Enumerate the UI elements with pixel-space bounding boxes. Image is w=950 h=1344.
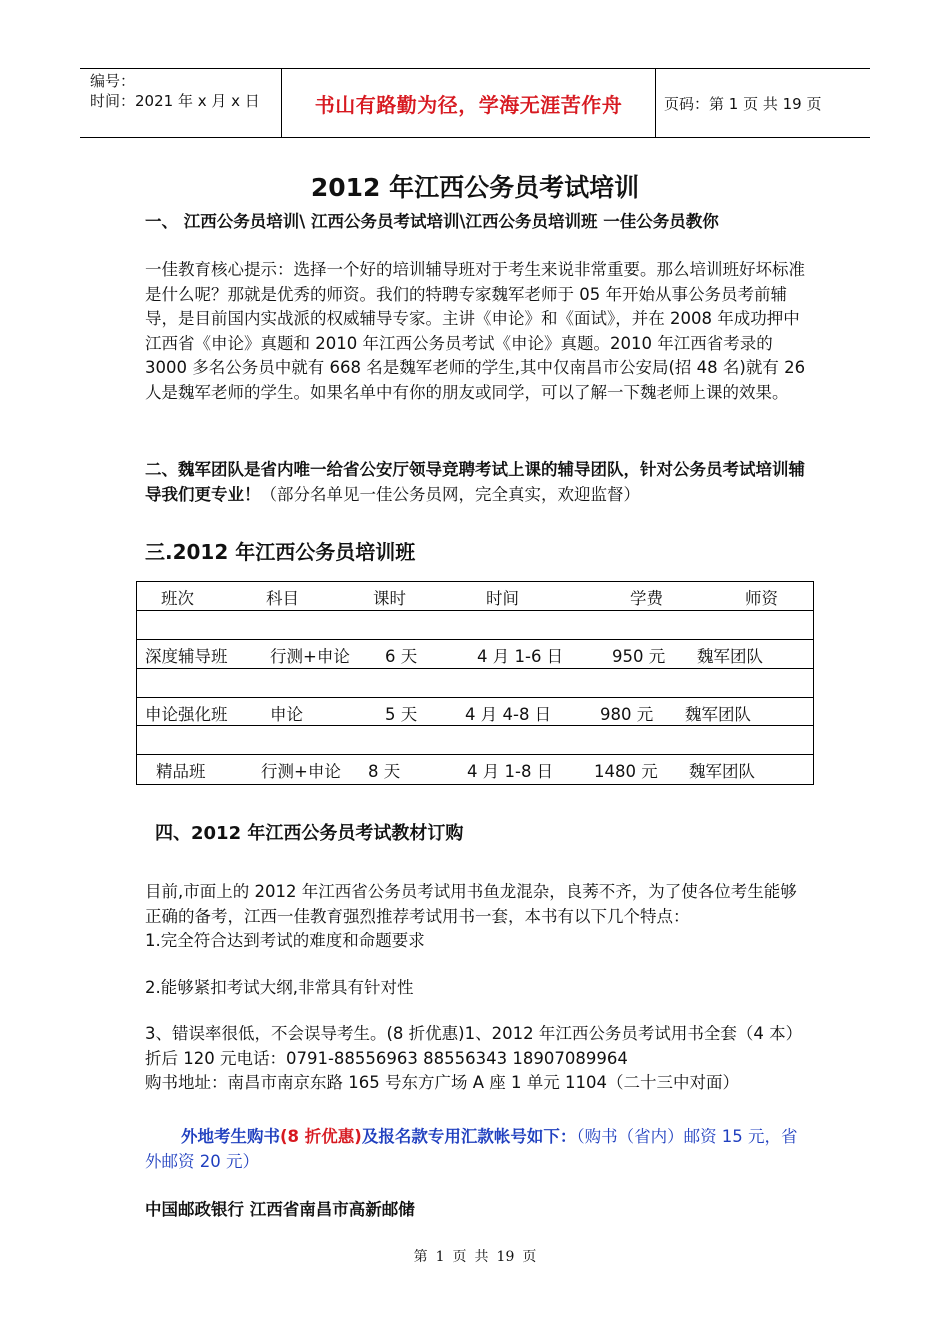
col-header: 时间 xyxy=(486,589,519,608)
header-motto-cell xyxy=(282,69,656,137)
col-header: 科目 xyxy=(266,589,299,608)
remote-part2: 及报名款专用汇款帐号如下： xyxy=(361,1127,577,1146)
section1-body: 一佳教育核心提示：选择一个好的培训辅导班对于考生来说非常重要。那么培训班好坏标准是什么呢？那就是优秀的师资。我们的特聘专家魏军老师于 05 年开始从事公务员考前辅导，是目前国内实战派的权威辅导专家。主讲《申论》和《面试》，并在 2008 年成功押中江西省《申论》真题和 2010 年江西公务员考试《申论》真题。2010 年江西省考录的 3000 多名公务员中就有 668 名是魏军老师的学生,其中仅南昌市公安局(招 48 名)就有 26 人是魏军老师的学生。如果名单中有你的朋友或同学，可以了解一下魏老师上课的效果。 xyxy=(145,260,806,402)
footer-page-word: 第 xyxy=(413,1249,428,1265)
section4-body xyxy=(145,880,810,1096)
section2 xyxy=(145,458,810,507)
footer-total-word: 共 xyxy=(474,1249,489,1265)
bank-info: 中国邮政银行 江西省南昌市高新邮储 xyxy=(145,1200,415,1219)
section4-heading: 四、2012 年江西公务员考试教材订购 xyxy=(155,823,464,844)
section4-intro: 目前,市面上的 2012 年江西省公务员考试用书鱼龙混杂，良莠不齐，为了使各位考生能够正确的备考，江西一佳教育强烈推荐考试用书一套，本书有以下几个特点： xyxy=(145,882,797,926)
footer-current-page: 1 xyxy=(435,1249,445,1265)
motto: 书山有路勤为径，学海无涯苦作舟 xyxy=(314,92,623,117)
number-label: 编号： xyxy=(90,72,136,90)
cell: 5 天 xyxy=(385,704,418,724)
footer-page-word-3: 页 xyxy=(522,1249,537,1265)
cell: 4 月 4-8 日 xyxy=(465,704,552,724)
col-header: 学费 xyxy=(630,589,663,608)
col-header: 班次 xyxy=(161,589,194,608)
cell: 1480 元 xyxy=(594,762,658,782)
col-header: 师资 xyxy=(745,589,778,608)
feature-point-2: 2.能够紧扣考试大纲,非常具有针对性 xyxy=(145,977,414,997)
cell: 6 天 xyxy=(385,646,418,666)
table-row-empty xyxy=(137,726,813,755)
section2-heading: 二、魏军团队是省内唯一给省公安厅领导竞聘考试上课的辅导团队，针对公务员考试培训辅导我们更专业！ xyxy=(145,460,805,504)
table-row xyxy=(137,640,813,669)
remote-discount: (8 折优惠) xyxy=(280,1127,362,1146)
section2-note: （部分名单见一佳公务员网，完全真实，欢迎监督） xyxy=(260,484,640,504)
remote-purchase-note xyxy=(145,1125,810,1174)
feature-point-1: 1.完全符合达到考试的难度和命题要求 xyxy=(145,931,425,950)
cell: 行测+申论 xyxy=(261,762,341,782)
section3-heading: 三.2012 年江西公务员培训班 xyxy=(145,540,416,564)
cell: 4 月 1-8 日 xyxy=(467,762,554,782)
feature-point-3: 3、错误率很低，不会误导考生。(8 折优惠)1、2012 年江西公务员考试用书全套（4 本）折后 120 元电话：0791-88556963 88556343 18907089964 xyxy=(145,1024,803,1068)
footer-total-pages: 19 xyxy=(496,1249,515,1265)
table-row-empty xyxy=(137,669,813,698)
cell: 深度辅导班 xyxy=(145,646,228,666)
cell: 申论 xyxy=(270,704,303,724)
cell: 魏军团队 xyxy=(697,646,763,666)
cell: 980 元 xyxy=(600,704,654,724)
footer-page-word-2: 页 xyxy=(452,1249,467,1265)
cell: 950 元 xyxy=(612,646,666,666)
remote-postage: （购书（省内）邮资 15 元，省外邮资 20 元） xyxy=(145,1127,798,1171)
cell: 4 月 1-6 日 xyxy=(477,646,564,666)
cell: 行测+申论 xyxy=(270,646,350,666)
col-header: 课时 xyxy=(373,589,406,608)
cell: 魏军团队 xyxy=(689,762,755,782)
cell: 8 天 xyxy=(368,762,401,782)
cell: 申论强化班 xyxy=(145,704,228,724)
table-row xyxy=(137,698,813,727)
table-row-empty xyxy=(137,611,813,640)
page-footer xyxy=(0,1246,950,1266)
cell: 精品班 xyxy=(156,762,206,782)
purchase-address: 购书地址：南昌市南京东路 165 号东方广场 A 座 1 单元 1104（二十三中对面） xyxy=(145,1073,739,1092)
table-header-row xyxy=(137,582,813,611)
table-row xyxy=(137,755,813,784)
document-header xyxy=(80,68,870,138)
schedule-table xyxy=(136,581,814,785)
page-title: 2012 年江西公务员考试培训 xyxy=(310,173,640,202)
header-page-info: 页码：第 1 页 共 19 页 xyxy=(664,94,822,113)
remote-part1: 外地考生购书 xyxy=(181,1127,280,1146)
time-label: 时间：2021 年 x 月 x 日 xyxy=(90,92,260,110)
section1-heading: 一、 江西公务员培训\ 江西公务员考试培训\江西公务员培训班 一佳公务员教你 xyxy=(145,212,719,231)
header-meta xyxy=(80,69,282,137)
cell: 魏军团队 xyxy=(685,704,751,724)
